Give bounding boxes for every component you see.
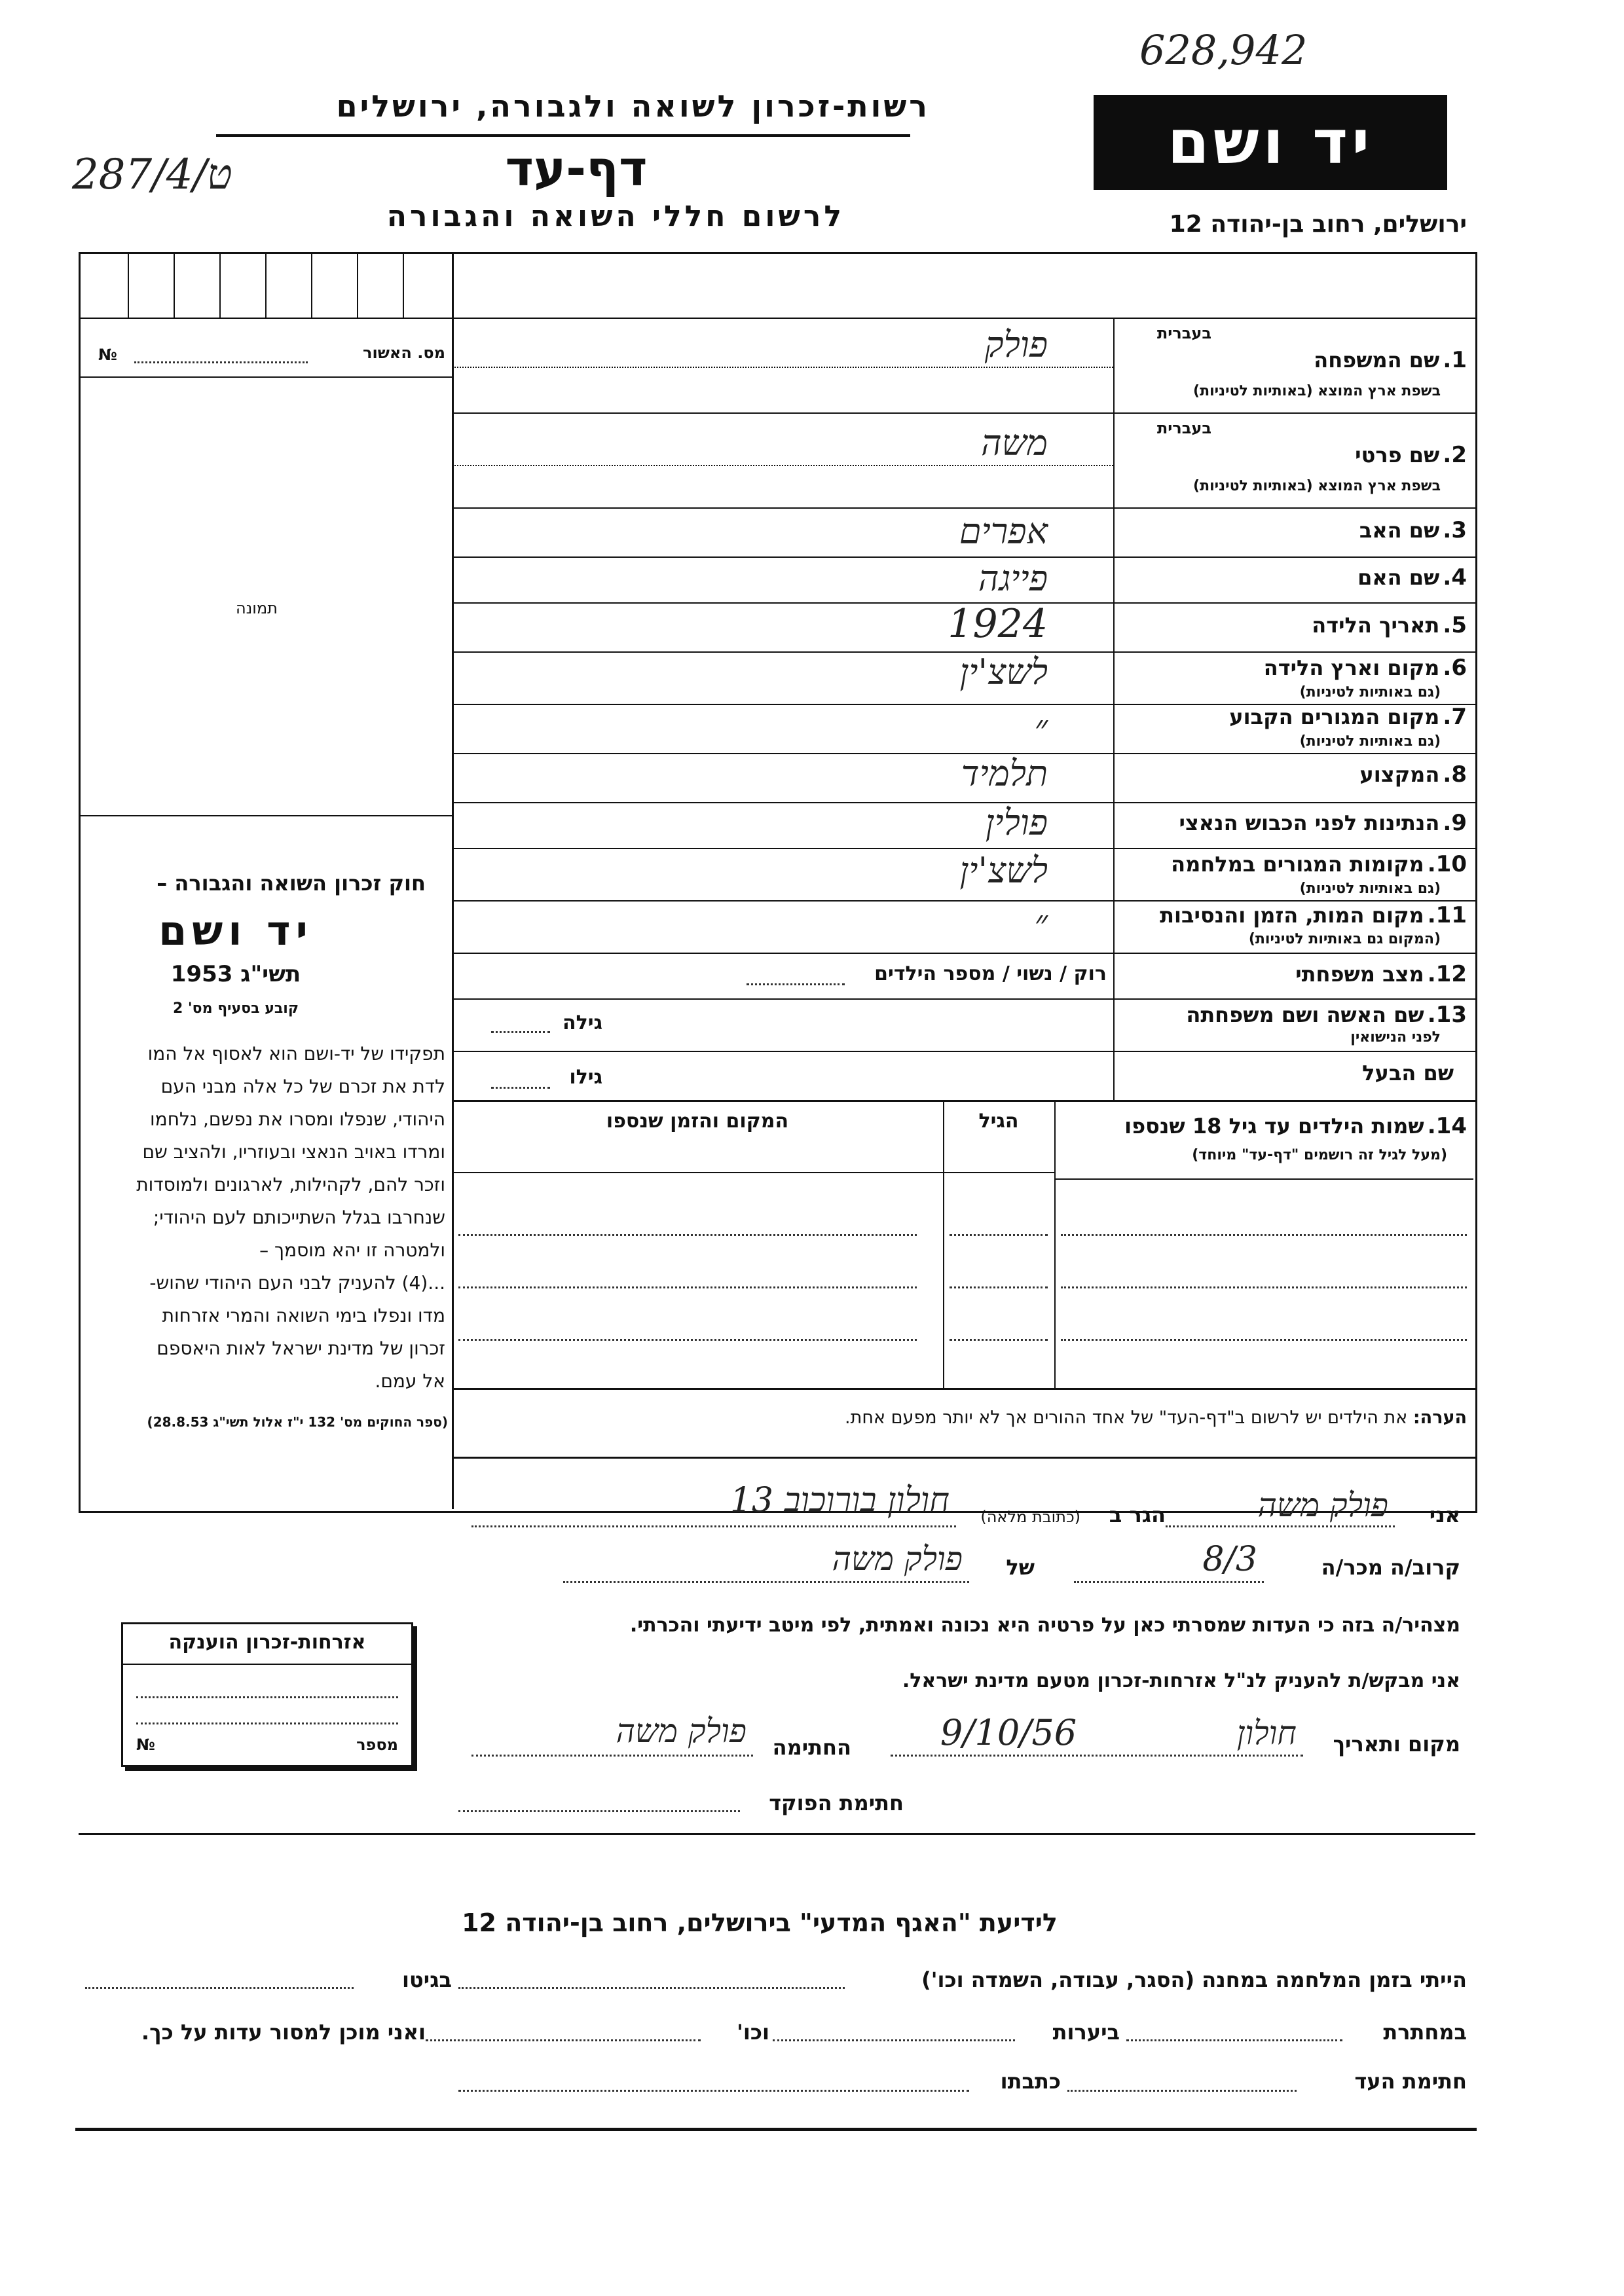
form-title: דף-עד <box>505 141 648 197</box>
field-8-label <box>1126 761 1467 788</box>
decl-place: חולון <box>1236 1714 1297 1752</box>
footer-underground: במחתרת <box>1383 2020 1467 2045</box>
field-2-label <box>1126 442 1467 468</box>
decl-resides: הגר ב <box>1109 1503 1166 1527</box>
field-3-num: 3. <box>1443 517 1467 543</box>
field-1-value: פולק <box>984 324 1048 365</box>
husband-age-label: גילו <box>569 1066 602 1089</box>
field-4-label-text: שם האם <box>1357 565 1440 590</box>
photo-label: תמונה <box>236 599 278 617</box>
field-5-value: 1924 <box>948 601 1048 647</box>
field-2-value: משה <box>981 422 1048 464</box>
field-6-note: (גם באותיות לטיניות) <box>1299 684 1441 701</box>
field-11-num: 11. <box>1427 902 1467 928</box>
field-4-label <box>1126 564 1467 591</box>
field-6-num: 6. <box>1443 655 1467 681</box>
field-11-label <box>1126 902 1467 928</box>
field-12-value: רוק / נשוי / מספר הילדים <box>874 962 1107 985</box>
field-6-value: לשצ'ין <box>959 651 1048 693</box>
form-subtitle: לרשום חללי השואה והגבורה <box>386 200 845 233</box>
decl-of: של <box>1006 1555 1035 1580</box>
field-1-pre: בעברית <box>1156 324 1211 342</box>
field-13-note: לפני הנישואין <box>1350 1029 1441 1046</box>
footer-etc: וכו' <box>737 2020 769 2045</box>
children-note: (מעל לגיל זה רושמים "דף-עד" מיוחד) <box>1192 1147 1447 1163</box>
yad-vashem-logo <box>1094 95 1447 190</box>
logo-text: יד ושם <box>1167 107 1374 177</box>
field-7-label <box>1126 704 1467 730</box>
citizenship-number-sign: № <box>136 1736 155 1754</box>
footer-title: לידיעת "האגף המדעי" בירושלים, רחוב בן-יהודה 12 <box>462 1908 1058 1937</box>
field-7-num: 7. <box>1443 704 1467 730</box>
field-1-note: בשפת ארץ המוצא (באותיות לטיניות) <box>1193 383 1441 399</box>
citizenship-number-label: מספר <box>356 1736 398 1754</box>
field-1-label-text: שם המשפחה <box>1314 348 1440 373</box>
field-2-pre: בעברית <box>1156 419 1211 437</box>
field-12-label <box>1126 961 1467 987</box>
field-12-num: 12. <box>1427 961 1467 987</box>
decl-address-hint: (כתובת מלאה) <box>980 1508 1080 1526</box>
field-3-value: אפרים <box>959 511 1048 552</box>
decl-name: פולק משה <box>1257 1486 1388 1524</box>
law-line: זכרון של מדינת ישראל לאות היאספם <box>157 1338 445 1359</box>
wife-age-label: גילה <box>563 1011 602 1034</box>
decl-signature-label: החתימה <box>772 1735 851 1760</box>
law-line: מדו ונפלו בימי השואה והמרי אזרחות <box>162 1305 445 1326</box>
law-line: ...(4) להעניק לבני העם היהודי שהוש- <box>149 1272 445 1294</box>
field-11-note: (המקום גם באותיות לטיניות) <box>1248 931 1441 947</box>
field-5-num: 5. <box>1443 612 1467 638</box>
law-body-2 <box>79 1267 445 1398</box>
law-line: לדת את זכרם של כל אלה מבני העם <box>160 1076 445 1097</box>
document-number: 628,942 <box>1139 26 1308 74</box>
field-8-label-text: המקצוע <box>1359 762 1440 787</box>
children-label <box>1067 1113 1467 1139</box>
children-col-place: המקום והזמן שנספו <box>606 1110 789 1133</box>
field-9-label <box>1113 810 1467 836</box>
law-body <box>79 1038 445 1267</box>
field-10-label <box>1126 851 1467 877</box>
footer-forests: ביערות <box>1052 2020 1120 2045</box>
field-13-num: 13. <box>1427 1002 1467 1028</box>
field-9-value: פולין <box>985 802 1048 843</box>
decl-statement: מצהיר/ה בזה כי העדות שמסרתי כאן על פרטיה היא נכונה ואמתית, לפי מיטב ידיעתי והכרתי. <box>629 1614 1460 1637</box>
note-text: את הילדים יש לרשום ב"דף-העד" של אחד ההורים אך לא יותר מפעם אחת. <box>845 1408 1408 1428</box>
field-1-num: 1. <box>1443 347 1467 373</box>
memorial-citizenship-box <box>121 1622 413 1767</box>
field-9-label-text: הנתינות לפני הכבוש הנאצי <box>1179 811 1440 835</box>
children-num: 14. <box>1427 1113 1467 1139</box>
law-line: ומרדו באויב הנאצי ובעוזריו, ולהציב שם <box>142 1141 445 1163</box>
field-10-num: 10. <box>1427 851 1467 877</box>
footer-address: כתבתו <box>1000 2069 1061 2094</box>
field-10-note: (גם באותיות לטיניות) <box>1299 881 1441 897</box>
law-line: ולמטרה זו יהא מוסמך – <box>259 1239 445 1261</box>
law-line: היהודי, שנפלו ומסרו את נפשם, נלחמו <box>150 1108 445 1130</box>
field-3-label <box>1126 517 1467 543</box>
decl-address: חולון בורוכוב 13 <box>729 1481 950 1520</box>
decl-place-date-label: מקום ותאריך <box>1333 1732 1460 1757</box>
law-section: קובע בסעיף מס' 2 <box>172 1000 299 1017</box>
law-year: תשי"ג 1953 <box>170 961 301 987</box>
number-sign: № <box>98 346 117 364</box>
law-line: וזכר להם, לקהילות, לארגונים ולמוסדות <box>136 1174 445 1195</box>
approval-number-label: מס. האשור <box>363 344 445 362</box>
decl-date: 9/10/56 <box>940 1712 1077 1753</box>
field-1-label <box>1126 347 1467 373</box>
footer-ghetto: בגיטו <box>402 1967 452 1992</box>
field-6-label-text: מקום וארץ הלידה <box>1263 655 1440 680</box>
footer-camp: הייתי בזמן המלחמה במחנה (הסגר, עבודה, השמדה וכו') <box>921 1967 1467 1992</box>
field-2-num: 2. <box>1443 442 1467 468</box>
field-4-value: פייגה <box>978 558 1048 599</box>
field-7-label-text: מקום המגורים הקבוע <box>1229 704 1440 729</box>
law-line: אל עמם. <box>375 1370 445 1392</box>
field-11-value: ״ <box>1034 902 1048 943</box>
decl-relation: 8/3 <box>1202 1540 1257 1579</box>
field-3-label-text: שם האב <box>1359 518 1440 543</box>
law-title: חוק זכרון השואה והגבורה – <box>157 871 426 896</box>
decl-signature: פולק משה <box>616 1712 747 1750</box>
field-10-label-text: מקומות המגורים במלחמה <box>1171 852 1424 877</box>
field-13-label-text: שם האשה ושם משפחתה <box>1186 1002 1424 1027</box>
footer-witness-signature: חתימת העד <box>1354 2069 1467 2094</box>
note-label: הערה: <box>1412 1408 1467 1428</box>
file-reference: 287/ט/4 <box>72 151 232 199</box>
children-label-text: שמות הילדים עד גיל 18 שנספו <box>1124 1114 1424 1139</box>
field-5-label-text: תאריך הלידה <box>1312 613 1440 638</box>
law-name: יד ושם <box>158 907 313 955</box>
decl-i: אני <box>1429 1503 1460 1527</box>
officer-signature-label: חתימת הפוקד <box>769 1791 904 1815</box>
field-7-value: ״ <box>1034 707 1048 748</box>
decl-of-name: פולק משה <box>832 1540 963 1578</box>
address: ירושלים, רחוב בן-יהודה 12 <box>1169 211 1467 238</box>
field-11-label-text: מקום המות, הזמן והנסיבות <box>1160 903 1424 928</box>
decl-relative: קרוב/ה מכר/ה <box>1321 1555 1460 1580</box>
field-5-label <box>1126 612 1467 638</box>
field-13-label <box>1126 1002 1467 1028</box>
law-line: תפקידו של יד-ושם הוא לאסוף אל המו <box>147 1043 445 1065</box>
citizenship-title: אזרחות-זכרון הוענקה <box>168 1631 366 1654</box>
field-8-num: 8. <box>1443 761 1467 788</box>
decl-request: אני מבקש/ת להעניק לנ"ל אזרחות-זכרון מטעם מדינת ישראל. <box>902 1669 1460 1692</box>
field-9-num: 9. <box>1443 810 1467 836</box>
field-2-label-text: שם פרטי <box>1355 443 1440 467</box>
field-6-label <box>1126 655 1467 681</box>
field-10-value: לשצ'ין <box>959 850 1048 891</box>
field-12-label-text: מצב משפחתי <box>1295 962 1424 987</box>
law-line: שנחרבו בגלל השתייכותם לעם היהודי; <box>153 1207 445 1228</box>
authority-name: רשות-זכרון לשואה ולגבורה, ירושלים <box>336 88 930 124</box>
field-8-value: תלמיד <box>961 753 1048 794</box>
field-4-num: 4. <box>1443 564 1467 591</box>
husband-label: שם הבעל <box>1362 1061 1454 1085</box>
children-col-age: הגיל <box>978 1110 1019 1133</box>
law-reference: (ספר החוקים מס' 132 י"ז אלול תשי"ג 28.8.53) <box>147 1414 448 1430</box>
note-row <box>471 1408 1467 1428</box>
footer-ready: ואני מוכן למסור עדות על כך. <box>141 2020 426 2045</box>
field-2-note: בשפת ארץ המוצא (באותיות לטיניות) <box>1193 478 1441 494</box>
field-7-note: (גם באותיות לטיניות) <box>1299 733 1441 750</box>
